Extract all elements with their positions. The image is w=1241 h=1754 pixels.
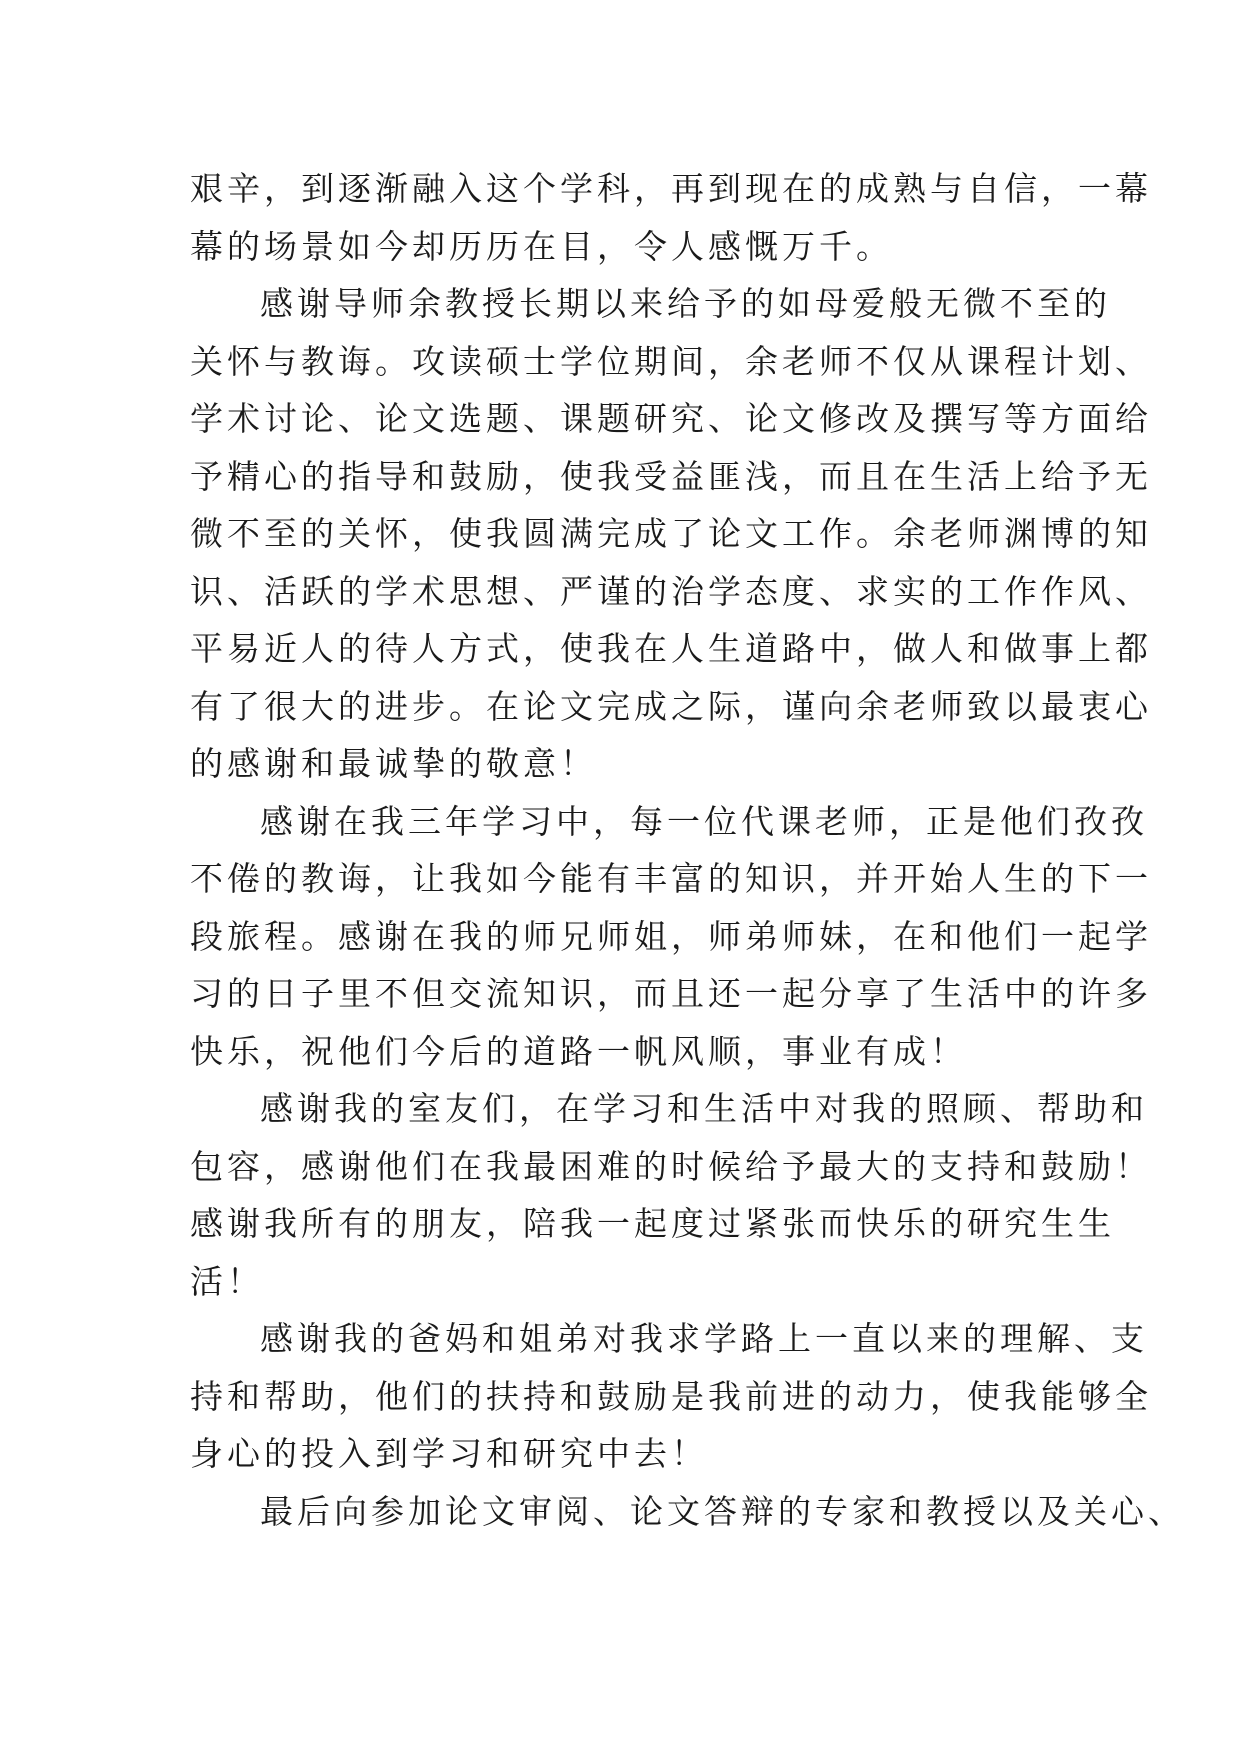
text-line: 感谢我的爸妈和姐弟对我求学路上一直以来的理解、支 — [260, 1319, 1148, 1358]
text-line: 关怀与教诲。攻读硕士学位期间，余老师不仅从课程计划、 — [190, 341, 1152, 381]
text-line: 幕的场景如今却历历在目，令人感慨万千。 — [190, 226, 893, 266]
text-line: 最后向参加论文审阅、论文答辩的专家和教授以及关心、 — [260, 1491, 1185, 1531]
text-line: 艰辛，到逐渐融入这个学科，再到现在的成熟与自信，一幕 — [190, 169, 1152, 208]
text-line: 感谢导师余教授长期以来给予的如母爱般无微不至的 — [260, 284, 1111, 323]
text-line: 识、活跃的学术思想、严谨的治学态度、求实的工作作风、 — [190, 571, 1152, 611]
text-line: 平易近人的待人方式，使我在人生道路中，做人和做事上都 — [190, 629, 1152, 668]
body-text — [190, 160, 1185, 1540]
text-line: 习的日子里不但交流知识，而且还一起分享了生活中的许多 — [190, 974, 1152, 1013]
text-line: 快乐，祝他们今后的道路一帆风顺，事业有成！ — [190, 1031, 967, 1071]
text-line: 感谢我所有的朋友，陪我一起度过紧张而快乐的研究生生 — [190, 1204, 1115, 1243]
text-line: 予精心的指导和鼓励，使我受益匪浅，而且在生活上给予无 — [190, 456, 1152, 496]
text-line: 身心的投入到学习和研究中去！ — [190, 1434, 708, 1473]
text-line: 段旅程。感谢在我的师兄师姐，师弟师妹，在和他们一起学 — [190, 916, 1152, 956]
text-line: 不倦的教诲，让我如今能有丰富的知识，并开始人生的下一 — [190, 859, 1152, 898]
text-line: 感谢在我三年学习中，每一位代课老师，正是他们孜孜 — [260, 801, 1148, 841]
text-line: 有了很大的进步。在论文完成之际，谨向余老师致以最衷心 — [190, 686, 1152, 726]
text-line: 微不至的关怀，使我圆满完成了论文工作。余老师渊博的知 — [190, 514, 1152, 553]
text-line: 持和帮助，他们的扶持和鼓励是我前进的动力，使我能够全 — [190, 1376, 1152, 1416]
text-line: 学术讨论、论文选题、课题研究、论文修改及撰写等方面给 — [190, 399, 1152, 438]
text-line: 的感谢和最诚挚的敬意！ — [190, 744, 597, 783]
text-line: 包容，感谢他们在我最困难的时候给予最大的支持和鼓励！ — [190, 1146, 1152, 1186]
text-line: 活！ — [190, 1261, 264, 1301]
text-line: 感谢我的室友们，在学习和生活中对我的照顾、帮助和 — [260, 1089, 1148, 1128]
